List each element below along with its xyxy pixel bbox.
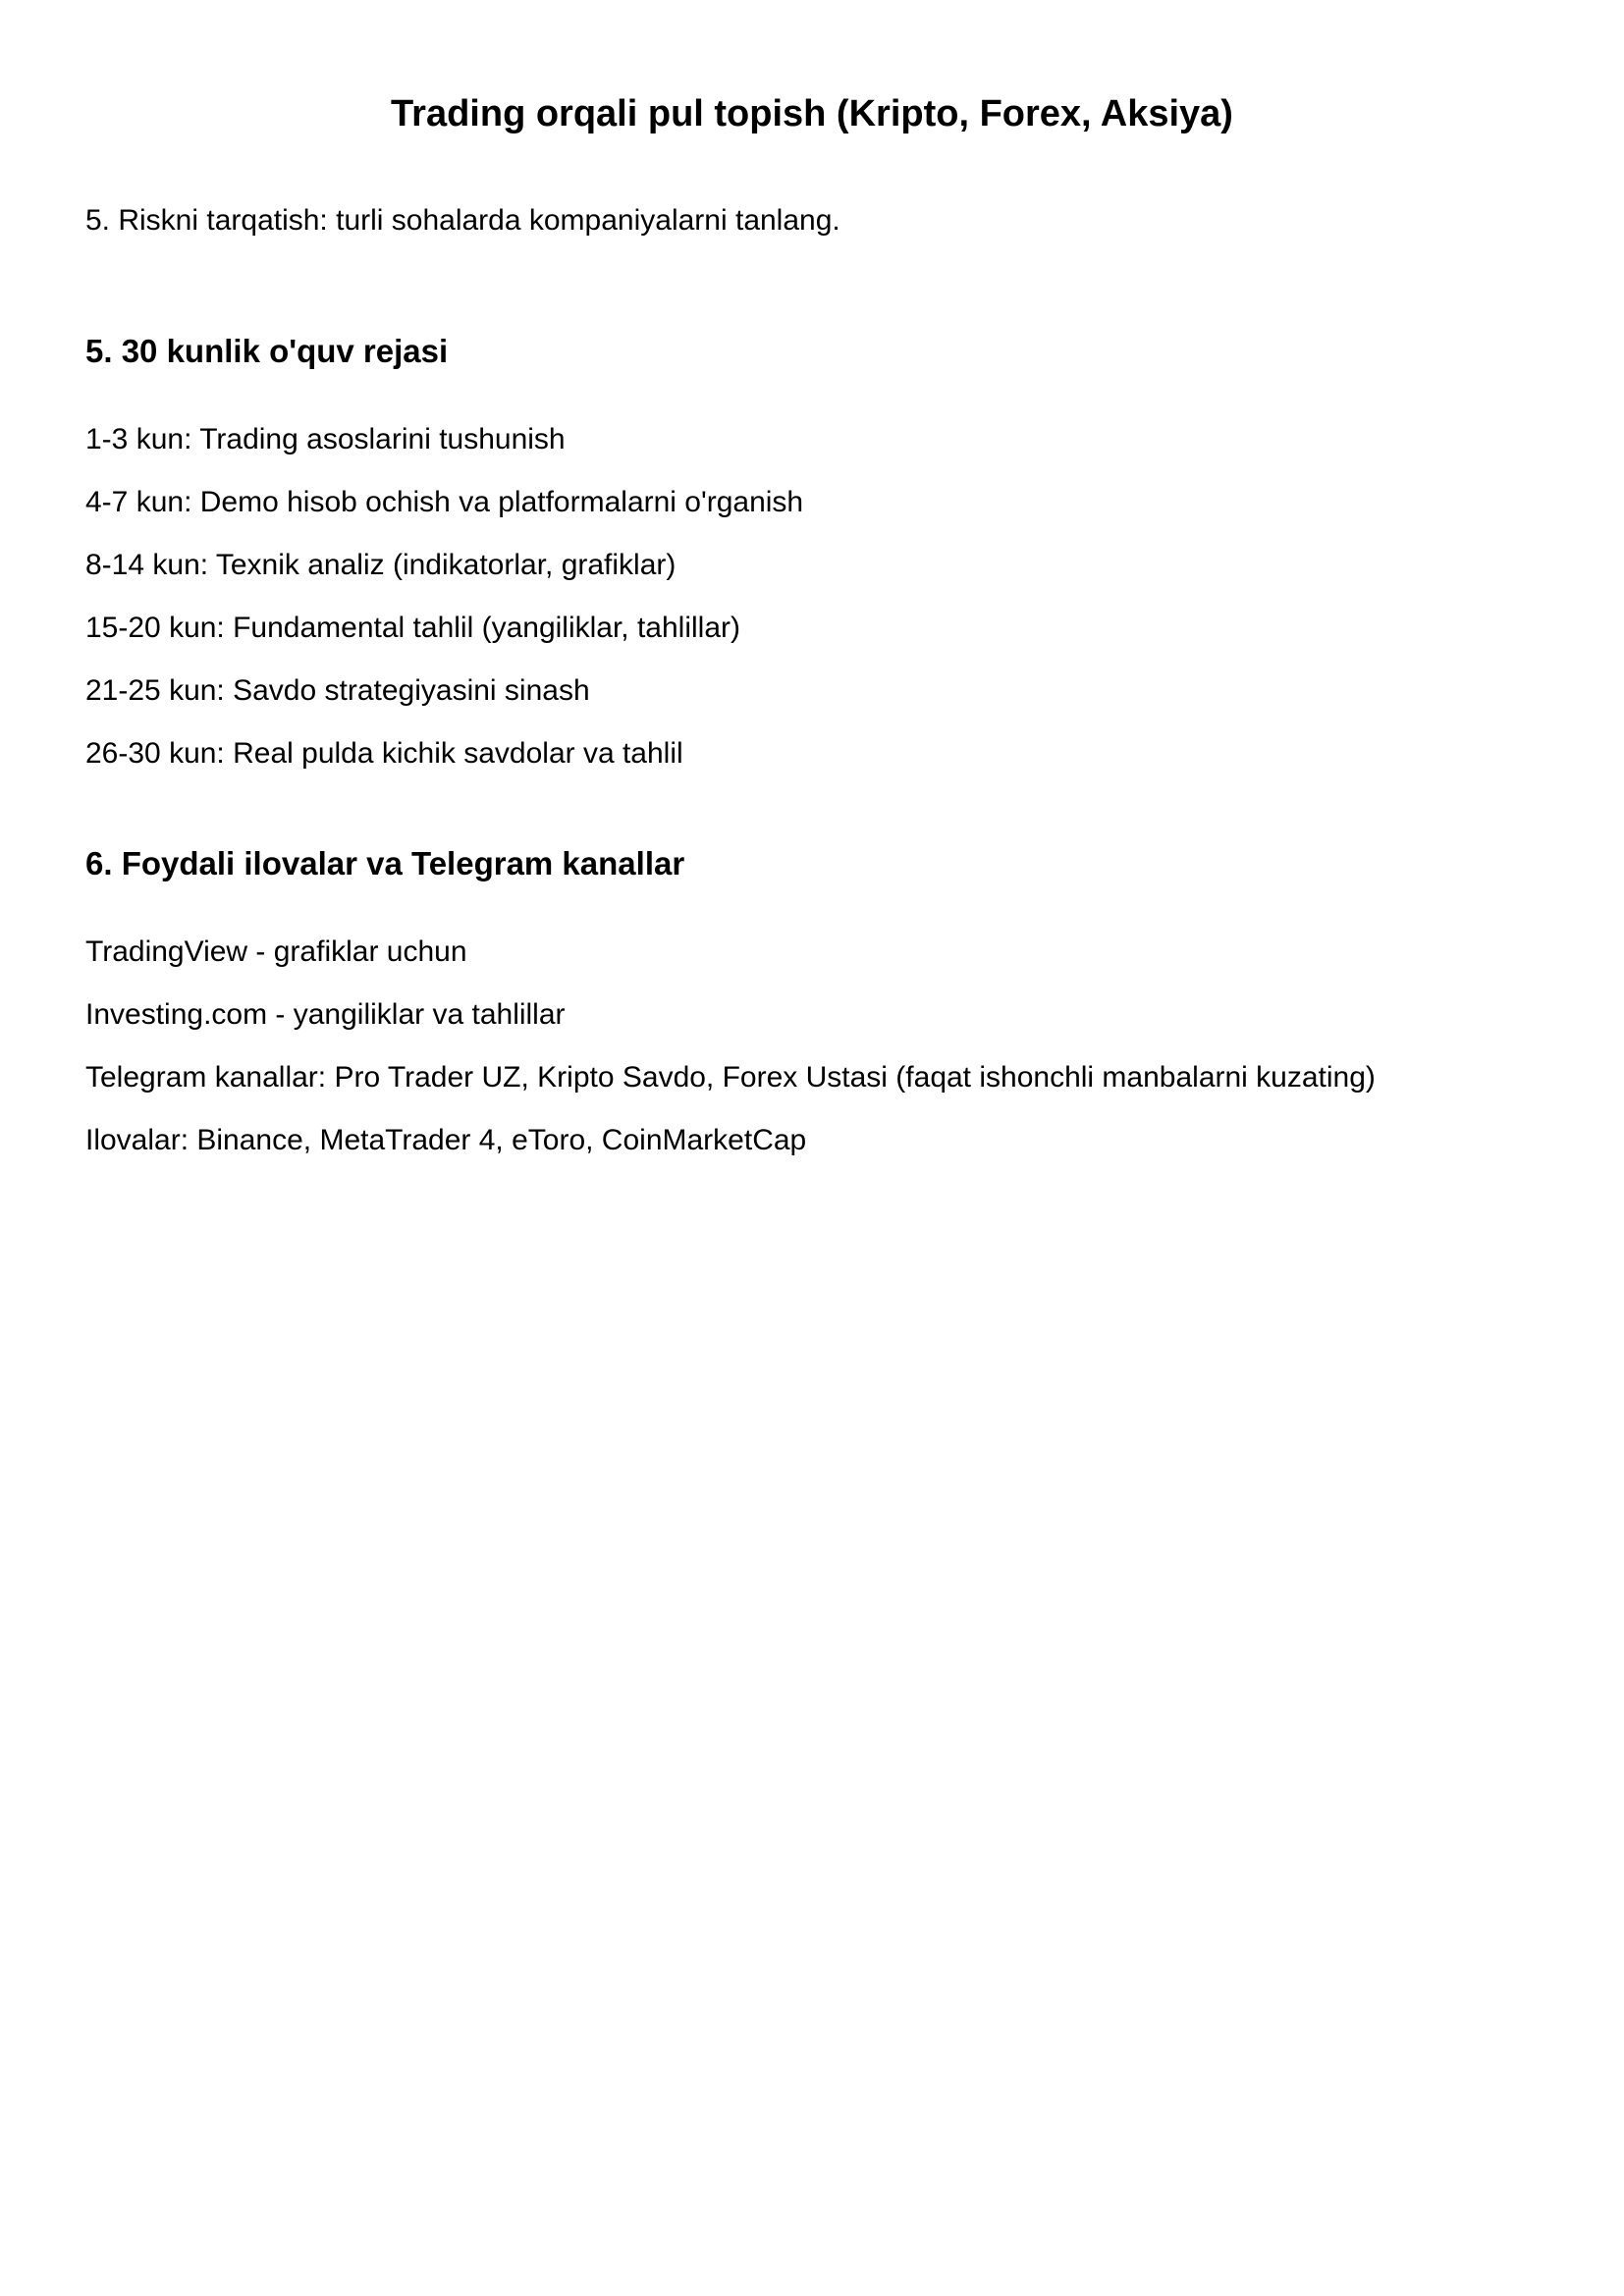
document-title: Trading orqali pul topish (Kripto, Forex, Aksiya) — [391, 93, 1233, 134]
document-body — [85, 201, 1558, 1184]
study-plan-item: 1-3 kun: Trading asoslarini tushunish — [85, 423, 566, 455]
section-heading-study-plan: 5. 30 kunlik o'quv rejasi — [85, 333, 449, 369]
section-useful-apps — [85, 842, 1558, 1160]
useful-apps-item: Ilovalar: Binance, MetaTrader 4, eToro, CoinMarketCap — [85, 1124, 807, 1156]
useful-apps-list — [85, 933, 1558, 1160]
useful-apps-item: Telegram kanallar: Pro Trader UZ, Kripto Savdo, Forex Ustasi (faqat ishonchli manbalarni kuzating) — [85, 1061, 1376, 1094]
useful-apps-item: TradingView - grafiklar uchun — [85, 935, 467, 968]
useful-apps-item: Investing.com - yangiliklar va tahlillar — [85, 998, 566, 1031]
study-plan-item: 15-20 kun: Fundamental tahlil (yangiliklar, tahlillar) — [85, 612, 741, 644]
section-study-plan — [85, 330, 1558, 774]
study-plan-list — [85, 420, 1558, 774]
study-plan-item: 26-30 kun: Real pulda kichik savdolar va tahlil — [85, 737, 683, 770]
study-plan-item: 4-7 kun: Demo hisob ochish va platformalarni o'rganish — [85, 486, 804, 518]
study-plan-item: 8-14 kun: Texnik analiz (indikatorlar, grafiklar) — [85, 549, 677, 581]
intro-paragraph: 5. Riskni tarqatish: turli sohalarda kompaniyalarni tanlang. — [85, 204, 840, 237]
section-heading-useful-apps: 6. Foydali ilovalar va Telegram kanallar — [85, 845, 685, 881]
study-plan-item: 21-25 kun: Savdo strategiyasini sinash — [85, 674, 590, 707]
